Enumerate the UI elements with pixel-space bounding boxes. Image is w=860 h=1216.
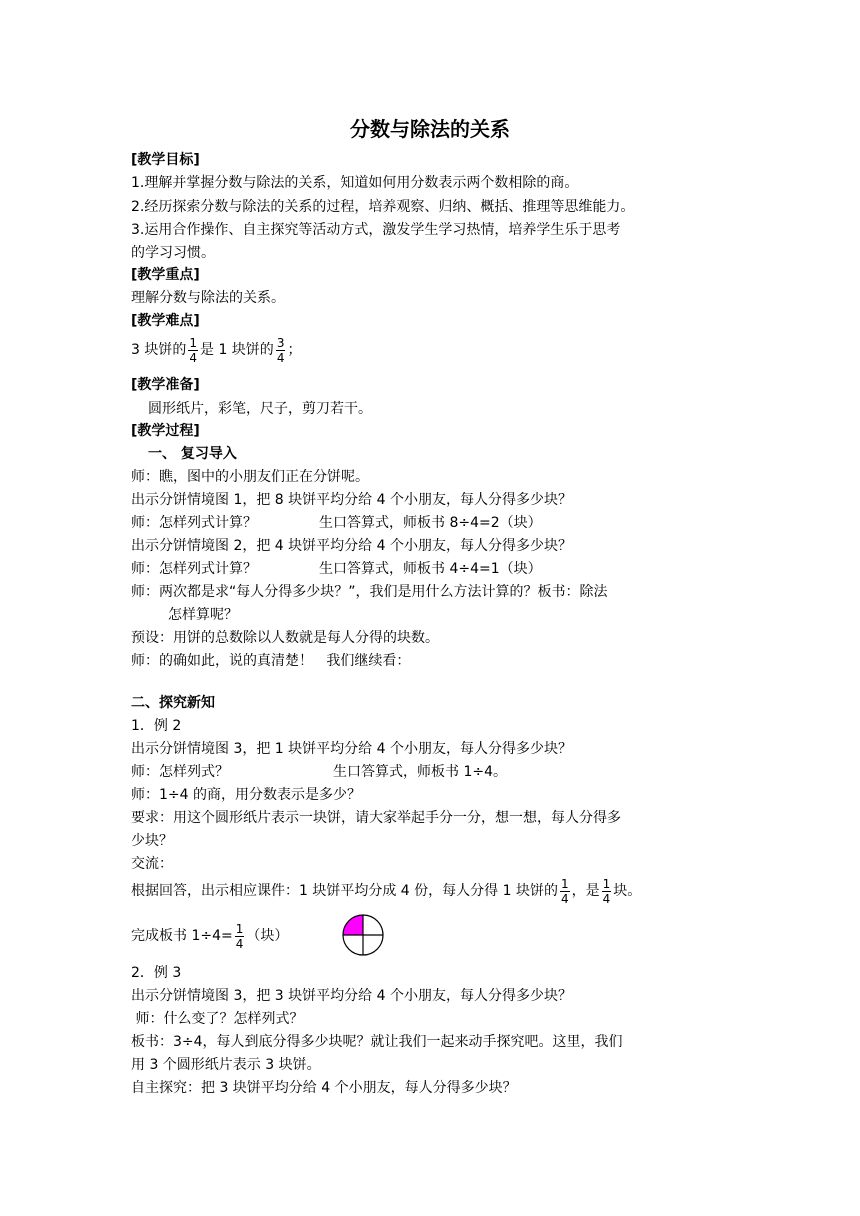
example-2-line-3: 师：1÷4 的商，用分数表示是多少？ [131, 787, 361, 803]
example-3-line-3b: 用 3 个圆形纸片表示 3 块饼。 [131, 1057, 321, 1073]
page-title: 分数与除法的关系 [350, 117, 510, 141]
section-1-title: 一、 复习导入 [148, 446, 237, 462]
example-2-line-1: 出示分饼情境图 3，把 1 块饼平均分给 4 个小朋友，每人分得多少块？ [131, 741, 572, 757]
process-line-6a: 师：两次都是求“每人分得多少块？”，我们是用什么方法计算的？板书：除法 [131, 584, 608, 600]
example-2-line-2: 师：怎样列式？ 生口答算式，师板书 1÷4。 [131, 764, 507, 780]
section-2-title: 二、探究新知 [131, 695, 215, 711]
fraction-three-quarters: $\frac{3}{4}$ [276, 335, 285, 365]
example-2-line-7: 完成板书 1÷4= $\frac{1}{4}$ （块） [131, 921, 289, 951]
example-3-line-2: 师：什么变了？怎样列式？ [131, 1011, 304, 1027]
process-line-4: 出示分饼情境图 2，把 4 块饼平均分给 4 个小朋友，每人分得多少块？ [131, 538, 572, 554]
prep-text: 圆形纸片，彩笔，尺子，剪刀若干。 [148, 401, 372, 417]
fraction-m6-2: $\frac{1}{4}$ [602, 876, 611, 906]
fraction-m7: $\frac{1}{4}$ [235, 921, 244, 951]
process-line-8: 师：的确如此，说的真清楚！ 我们继续看： [131, 653, 411, 669]
goal-3-line-2: 的学习习惯。 [131, 245, 215, 261]
goal-3-line-1: 3.运用合作操作、自主探究等活动方式，激发学生学习热情，培养学生乐于思考 [131, 222, 621, 238]
process-line-6b: 怎样算呢？ [168, 607, 238, 623]
goals-heading: [教学目标] [131, 152, 200, 168]
example-3-line-1: 出示分饼情境图 3，把 3 块饼平均分给 4 个小朋友，每人分得多少块？ [131, 988, 572, 1004]
example-2-title: 1．例 2 [131, 718, 182, 734]
example-3-line-3a: 板书：3÷4，每人到底分得多少块呢？就让我们一起来动手探究吧。这里，我们 [131, 1034, 623, 1050]
example-2-line-4b: 少块？ [131, 833, 173, 849]
quarter-filled-circle-icon [341, 913, 385, 957]
goal-1: 1.理解并掌握分数与除法的关系，知道如何用分数表示两个数相除的商。 [131, 175, 579, 191]
key-text: 理解分数与除法的关系。 [131, 290, 285, 306]
fraction-m6-1: $\frac{1}{4}$ [560, 876, 569, 906]
difficulty-part-1: 3 块饼的 [131, 342, 187, 358]
process-line-1: 师：瞧，图中的小朋友们正在分饼呢。 [131, 469, 369, 485]
example-2-line-6: 根据回答，出示相应课件：1 块饼平均分成 4 份，每人分得 1 块饼的 $\frac{1}{4}$ ，是 $\frac{1}{4}$ 块。 [131, 876, 642, 906]
example-2-line-5: 交流： [131, 856, 173, 872]
difficulty-part-3: ； [287, 342, 302, 358]
difficulty-text [131, 331, 301, 369]
prep-heading: [教学准备] [131, 377, 200, 393]
difficulty-heading: [教学难点] [131, 313, 200, 329]
example-2-line-4a: 要求：用这个圆形纸片表示一块饼，请大家举起手分一分，想一想，每人分得多 [131, 810, 621, 826]
example-3-title: 2．例 3 [131, 965, 182, 981]
process-heading: [教学过程] [131, 423, 200, 439]
goal-2: 2.经历探索分数与除法的关系的过程，培养观察、归纳、概括、推理等思维能力。 [131, 199, 635, 215]
process-line-2: 出示分饼情境图 1，把 8 块饼平均分给 4 个小朋友，每人分得多少块？ [131, 492, 572, 508]
difficulty-part-2: 是 1 块饼的 [200, 342, 274, 358]
process-line-7: 预设：用饼的总数除以人数就是每人分得的块数。 [131, 630, 439, 646]
process-line-5: 师：怎样列式计算？ 生口答算式，师板书 4÷4=1（块） [131, 561, 542, 577]
example-3-line-4: 自主探究：把 3 块饼平均分给 4 个小朋友，每人分得多少块？ [131, 1080, 517, 1096]
key-heading: [教学重点] [131, 267, 200, 283]
fraction-one-quarter: $\frac{1}{4}$ [189, 335, 197, 365]
process-line-3: 师：怎样列式计算？ 生口答算式，师板书 8÷4=2（块） [131, 515, 542, 531]
